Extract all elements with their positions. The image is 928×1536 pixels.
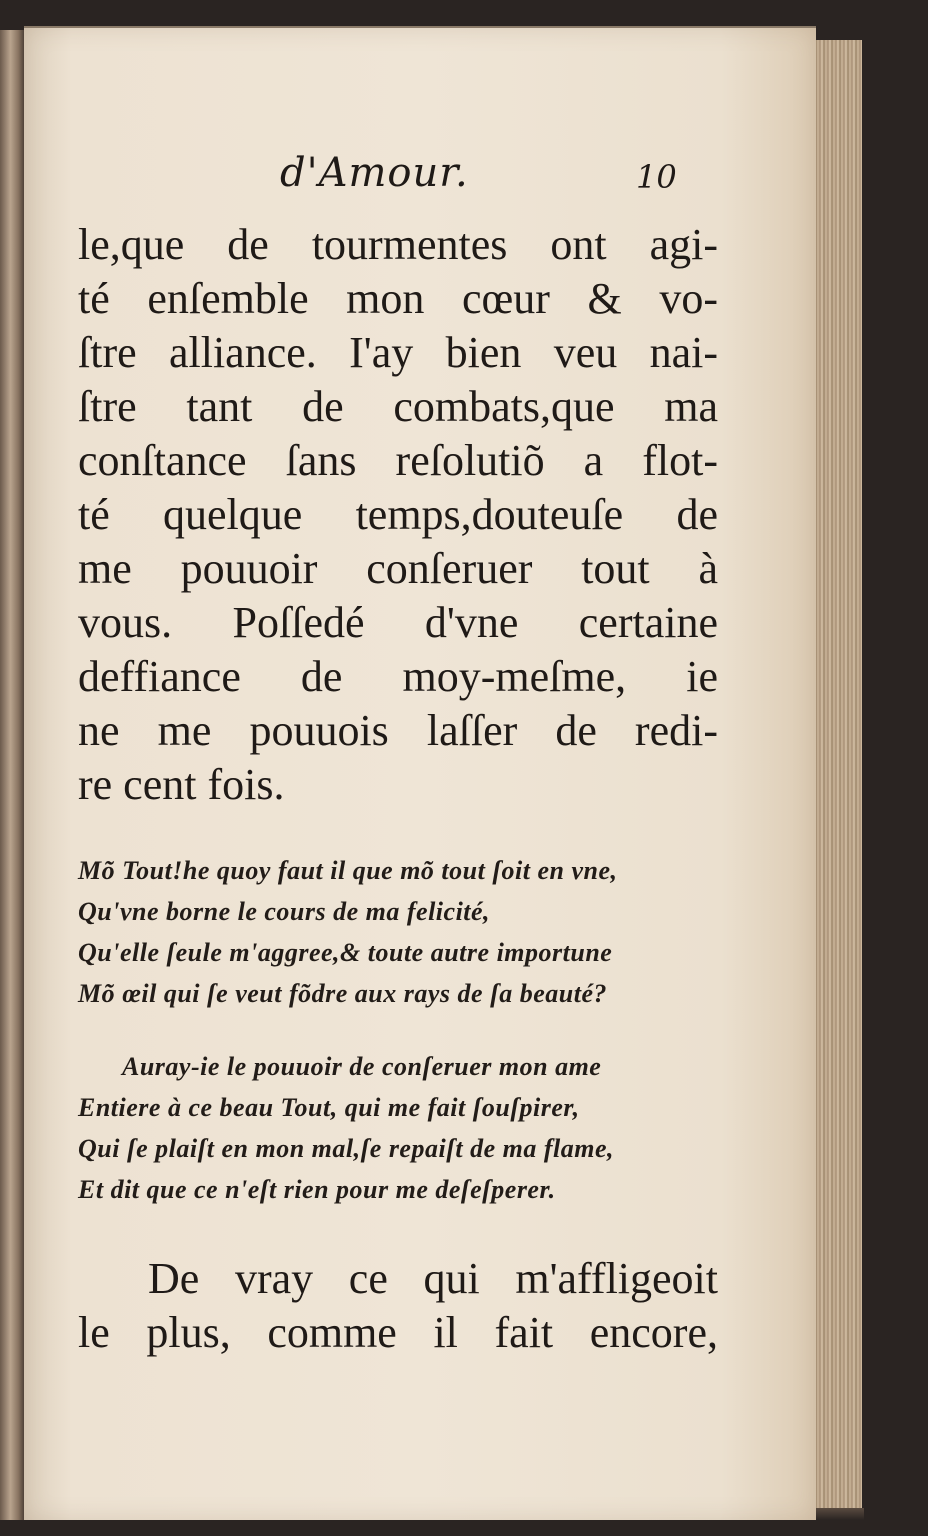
- running-title: d'Amour.: [280, 150, 469, 196]
- text-line: le plus, comme il fait encore,: [78, 1308, 718, 1357]
- text-line: ſtre alliance. I'ay bien veu nai-: [78, 328, 718, 377]
- text-line: ſtre tant de combats,que ma: [78, 382, 718, 431]
- text-line: ne me pouuois laſſer de redi-: [78, 706, 718, 755]
- page-header: [24, 150, 816, 210]
- book-page: [24, 26, 816, 1520]
- verse-line: Et dit que ce n'eſt rien pour me deſeſperer.: [78, 1175, 556, 1204]
- verse-line: Mõ Tout!he quoy faut il que mõ tout ſoit en vne,: [78, 856, 618, 885]
- verse-stanza-2: [78, 1046, 718, 1210]
- verse-line: Auray-ie le pouuoir de conſeruer mon ame: [122, 1052, 602, 1081]
- verse-line: Qui ſe plaiſt en mon mal,ſe repaiſt de ma flame,: [78, 1134, 614, 1163]
- page-number: 10: [636, 158, 677, 196]
- verse-line: Qu'vne borne le cours de ma felicité,: [78, 897, 491, 926]
- text-line: deffiance de moy-meſme, ie: [78, 652, 718, 701]
- verse-line: Entiere à ce beau Tout, qui me fait ſouſpirer,: [78, 1093, 580, 1122]
- text-line: me pouuoir conſeruer tout à: [78, 544, 718, 593]
- previous-page-edge: [0, 30, 26, 1520]
- text-line: re cent fois.: [78, 760, 285, 809]
- text-line: té quelque temps,douteuſe de: [78, 490, 718, 539]
- text-line: conſtance ſans reſolutiõ a flot-: [78, 436, 718, 485]
- verse-line: Qu'elle ſeule m'aggree,& toute autre importune: [78, 938, 613, 967]
- text-line: vous. Poſſedé d'vne certaine: [78, 598, 718, 647]
- verse-line: Mõ œil qui ſe veut fõdre aux rays de ſa beauté?: [78, 979, 608, 1008]
- paragraph-1: [78, 218, 718, 812]
- text-line: le,que de tourmentes ont agi-: [78, 220, 718, 269]
- paragraph-2: [78, 1252, 718, 1360]
- text-line: té enſemble mon cœur & vo-: [78, 274, 718, 323]
- text-line: De vray ce qui m'affligeoit: [148, 1254, 718, 1303]
- verse-stanza-1: [78, 850, 718, 1014]
